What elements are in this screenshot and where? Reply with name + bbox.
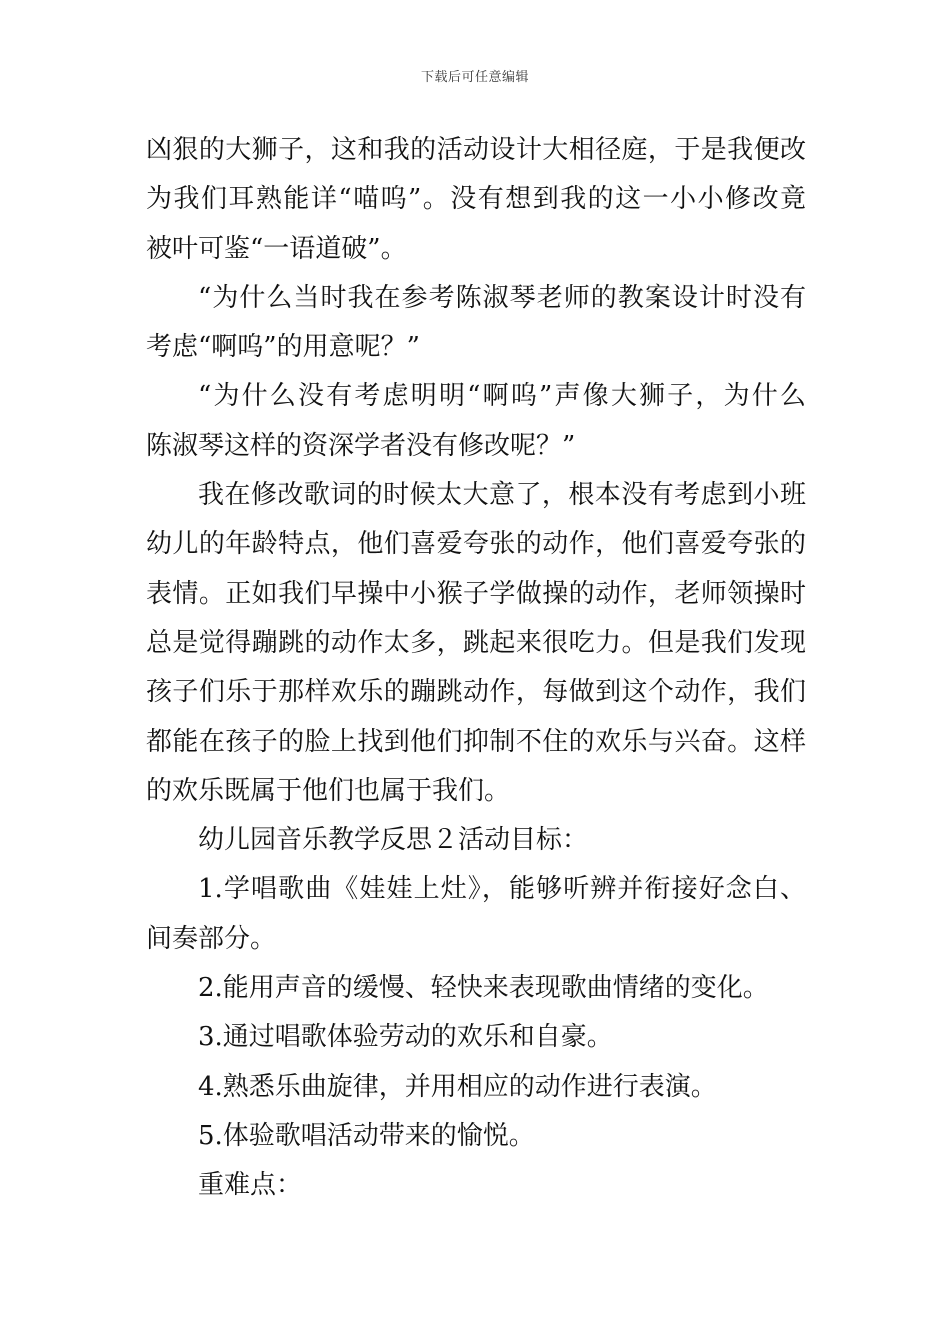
text-line: 孩子们乐于那样欢乐的蹦跳动作，每做到这个动作，我们 (146, 677, 806, 708)
text-line: 被叶可鉴“一语道破”。 (146, 233, 407, 264)
text-line: 的欢乐既属于他们也属于我们。 (146, 775, 511, 806)
objective-item: 3.通过唱歌体验劳动的欢乐和自豪。 (198, 1022, 613, 1053)
text-line: 陈淑琴这样的资深学者没有修改呢？” (146, 430, 576, 461)
objective-item: 2.能用声音的缓慢、轻快来表现歌曲情绪的变化。 (198, 973, 769, 1004)
objective-item-continued: 间奏部分。 (146, 923, 277, 954)
text-line: 幼儿的年龄特点，他们喜爱夸张的动作，他们喜爱夸张的 (146, 529, 806, 560)
objective-item: 5.体验歌唱活动带来的愉悦。 (198, 1120, 535, 1151)
objective-item: 1.学唱歌曲《娃娃上灶》，能够听辨并衔接好念白、 (198, 874, 806, 905)
section-heading: 重难点： (198, 1170, 303, 1201)
text-line: 都能在孩子的脸上找到他们抑制不住的欢乐与兴奋。这样 (146, 726, 806, 757)
text-line: 总是觉得蹦跳的动作太多，跳起来很吃力。但是我们发现 (146, 627, 806, 658)
text-line: “为什么当时我在参考陈淑琴老师的教案设计时没有 (198, 282, 806, 313)
section-heading: 幼儿园音乐教学反思２活动目标： (198, 825, 589, 856)
text-line: 表情。正如我们早操中小猴子学做操的动作，老师领操时 (146, 578, 806, 609)
text-line: 考虑“啊呜”的用意呢？” (146, 332, 420, 363)
page-header-note: 下载后可任意编辑 (420, 70, 529, 85)
text-line: 凶狠的大狮子，这和我的活动设计大相径庭，于是我便改 (146, 135, 806, 165)
objective-item: 4.熟悉乐曲旋律，并用相应的动作进行表演。 (198, 1071, 717, 1102)
document-body (146, 126, 806, 1211)
text-line: 我在修改歌词的时候太大意了，根本没有考虑到小班 (198, 480, 806, 511)
text-line: “为什么没有考虑明明“啊呜”声像大狮子，为什么 (198, 381, 806, 412)
text-line: 为我们耳熟能详“喵呜”。没有想到我的这一小小修改竟 (146, 184, 806, 215)
